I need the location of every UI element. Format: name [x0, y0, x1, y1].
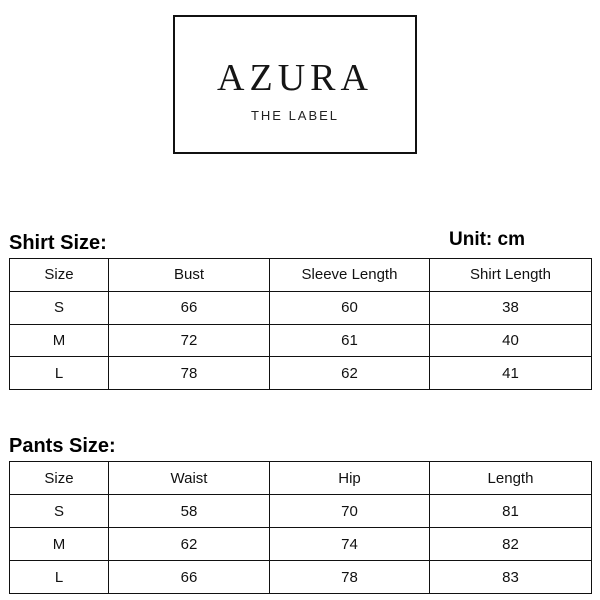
pants-size-table	[9, 461, 592, 594]
table-cell: 66	[109, 561, 270, 594]
table-cell: 40	[430, 324, 592, 357]
table-row	[10, 324, 592, 357]
table-cell: 41	[430, 357, 592, 390]
table-cell: 78	[270, 561, 430, 594]
table-cell: 78	[109, 357, 270, 390]
header-cell: Size	[10, 462, 109, 495]
shirt-size-table	[9, 258, 592, 390]
table-row	[10, 528, 592, 561]
table-cell: 62	[270, 357, 430, 390]
header-cell: Waist	[109, 462, 270, 495]
table-cell: 60	[270, 291, 430, 324]
unit-label: Unit: cm	[449, 229, 525, 250]
table-cell: 82	[430, 528, 592, 561]
brand-tagline: THE LABEL	[250, 108, 340, 123]
table-cell: 61	[270, 324, 430, 357]
header-cell: Bust	[109, 259, 270, 292]
table-row	[10, 357, 592, 390]
table-cell: 38	[430, 291, 592, 324]
table-cell: 58	[109, 495, 270, 528]
table-cell: M	[10, 528, 109, 561]
table-cell: M	[10, 324, 109, 357]
table-header-row	[10, 259, 592, 292]
table-row	[10, 495, 592, 528]
table-cell: L	[10, 561, 109, 594]
table-cell: S	[10, 291, 109, 324]
shirt-size-title: Shirt Size:	[9, 232, 107, 254]
header-cell: Sleeve Length	[270, 259, 430, 292]
header-cell: Hip	[270, 462, 430, 495]
table-cell: 62	[109, 528, 270, 561]
pants-size-title: Pants Size:	[9, 435, 116, 457]
table-cell: 70	[270, 495, 430, 528]
brand-logo	[173, 15, 417, 154]
header-cell: Size	[10, 259, 109, 292]
table-cell: 81	[430, 495, 592, 528]
table-cell: S	[10, 495, 109, 528]
table-cell: 66	[109, 291, 270, 324]
table-cell: 72	[109, 324, 270, 357]
header-cell: Shirt Length	[430, 259, 592, 292]
table-row	[10, 561, 592, 594]
table-row	[10, 291, 592, 324]
brand-name: AZURA	[217, 57, 373, 99]
table-cell: L	[10, 357, 109, 390]
header-cell: Length	[430, 462, 592, 495]
table-header-row	[10, 462, 592, 495]
table-cell: 83	[430, 561, 592, 594]
table-cell: 74	[270, 528, 430, 561]
